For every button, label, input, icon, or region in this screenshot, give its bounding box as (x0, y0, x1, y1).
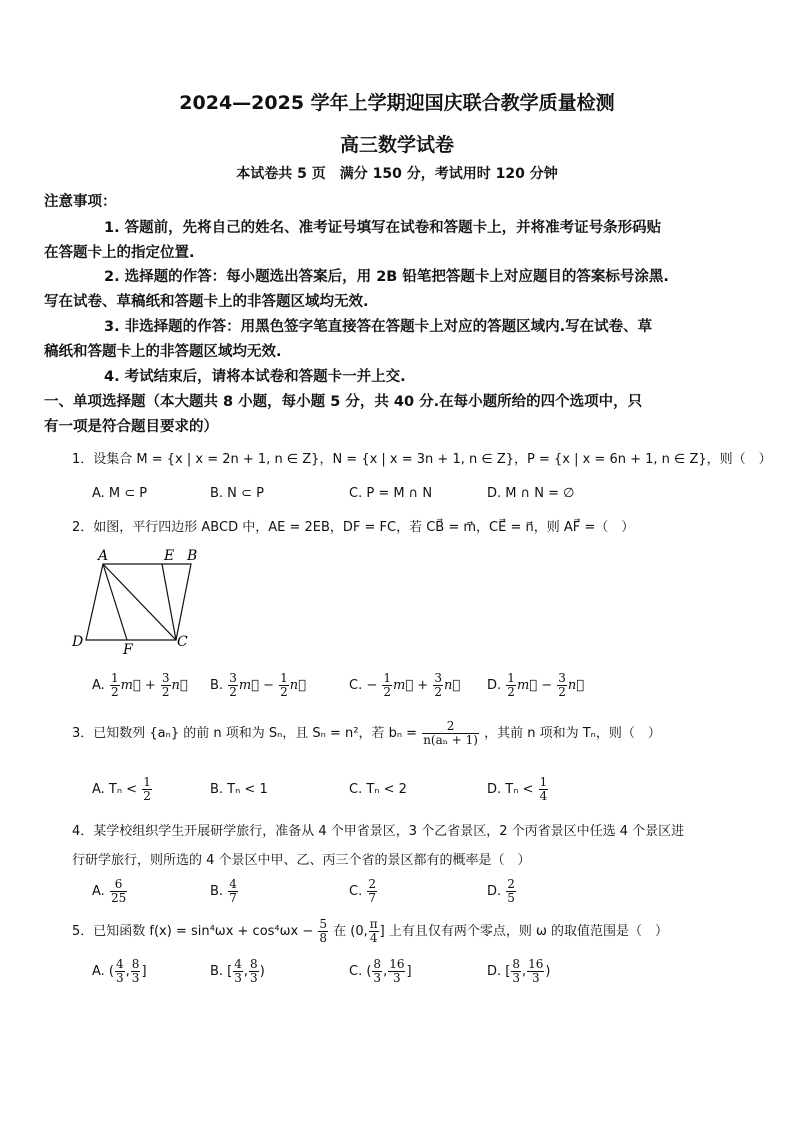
numerator: 4 (229, 877, 237, 891)
parallelogram-figure (68, 546, 200, 656)
denominator: 3 (531, 971, 540, 985)
q4-option-b (210, 878, 239, 905)
denominator: 2 (110, 685, 119, 699)
q5-a-frac-1 (115, 958, 125, 985)
q3-d-pre: D. Tₙ < (487, 782, 534, 797)
numerator: 5 (319, 917, 328, 931)
notice-item-3-line-1: 3. 非选择题的作答：用黑色签字笔直接答在答题卡上对应的答题区域内.写在试卷、草 (104, 319, 653, 335)
q5-d-end: ) (545, 964, 551, 979)
denominator: 2 (229, 685, 237, 699)
q5-d-pre: D. [ (487, 964, 511, 979)
q2-a-prefix: A. (92, 678, 105, 693)
exam-title: 2024—2025 学年上学期迎国庆联合教学质量检测 (179, 92, 615, 114)
denominator: 3 (250, 971, 258, 985)
numerator: 16 (528, 957, 544, 971)
q5-b-end: ) (259, 964, 265, 979)
q1-stem: 1．设集合 M = {x | x = 2n + 1, n ∈ Z}，N = {x | x = 3n + 1, n ∈ Z}，P = {x | x = 6n + 1, n ∈ Z}，则（ ） (72, 452, 772, 467)
notice-item-2-line-1: 2. 选择题的作答：每小题选出答案后，用 2B 铅笔把答题卡上对应题目的答案标号涂黑. (104, 269, 669, 285)
numerator: 3 (434, 671, 442, 685)
q3-option-c: C. Tₙ < 2 (349, 782, 407, 797)
notice-item-1-line-2: 在答题卡上的指定位置. (44, 245, 195, 261)
segment-ae-ec (103, 564, 176, 640)
q2-c-end: n⃗ (443, 678, 461, 693)
numerator: 1 (539, 775, 548, 789)
q5-option-a: A. ( $\frac{4}{3}$ , $\frac{8}{3}$ ] (92, 957, 147, 985)
denominator: 4 (539, 789, 548, 803)
denominator: 2 (143, 789, 151, 803)
q2-option-a (92, 672, 188, 699)
q5-a-pre: A. ( (92, 964, 115, 979)
q5-stem-frac-2 (369, 918, 379, 945)
q5-c-frac-2 (388, 958, 405, 985)
exam-info: 本试卷共 5 页 满分 150 分，考试用时 120 分钟 (236, 166, 558, 182)
q5-a-end: ] (141, 964, 147, 979)
denominator: 2 (507, 685, 515, 699)
q1-option-b: B. N ⊂ P (210, 486, 264, 501)
q5-stem-frac-1 (318, 918, 328, 945)
q4-d-frac (506, 878, 516, 905)
q5-option-d: D. [ $\frac{8}{3}$ , $\frac{16}{3}$ ) (487, 957, 551, 985)
numerator: 3 (558, 671, 566, 685)
q2-c-mid: m⃗ + (393, 678, 429, 693)
q5-c-pre: C. ( (349, 964, 372, 979)
numerator: 1 (383, 671, 392, 685)
denominator: 2 (434, 685, 442, 699)
denominator: 5 (507, 891, 515, 905)
q4-b-frac (228, 878, 238, 905)
denominator: 2 (558, 685, 566, 699)
denominator: 2 (161, 685, 170, 699)
numerator: 8 (373, 957, 382, 971)
q1-option-c: C. P = M ∩ N (349, 486, 433, 501)
label-c: C (177, 634, 188, 650)
q5-d-frac-1 (511, 958, 521, 985)
numerator: 3 (161, 671, 170, 685)
section-1-heading-line-2: 有一项是符合题目要求的） (44, 419, 218, 435)
denominator: 4 (369, 931, 378, 945)
q3-stem-frac (422, 720, 479, 747)
denominator: 2 (280, 685, 288, 699)
q2-a-frac-2 (161, 672, 171, 699)
label-f: F (123, 642, 133, 656)
numerator: 6 (110, 878, 127, 892)
notice-item-4-line-1: 4. 考试结束后，请将本试卷和答题卡一并上交. (104, 369, 406, 385)
q5-stem-mid: 在 (0, (333, 924, 368, 939)
denominator: 3 (116, 971, 124, 985)
q3-stem-pre: 3．已知数列 {aₙ} 的前 n 项和为 Sₙ，且 Sₙ = n²，若 bₙ = (72, 726, 418, 741)
label-b: B (187, 548, 198, 564)
q2-b-frac-2 (279, 672, 289, 699)
q1-option-d: D. M ∩ N = ∅ (487, 486, 575, 501)
numerator: 2 (422, 720, 479, 734)
label-e: E (164, 548, 175, 564)
q2-option-c (349, 672, 460, 699)
label-a: A (98, 548, 109, 564)
numerator: π (369, 917, 378, 931)
denominator: 8 (319, 931, 328, 945)
numerator: 8 (250, 957, 258, 971)
numerator: 4 (234, 957, 242, 971)
q3-option-b: B. Tₙ < 1 (210, 782, 268, 797)
q5-stem (72, 918, 668, 945)
q2-b-prefix: B. (210, 678, 224, 693)
denominator: 3 (393, 971, 401, 985)
q5-b-pre: B. [ (210, 964, 233, 979)
q3-option-a (92, 776, 153, 803)
notice-item-2-line-2: 写在试卷、草稿纸和答题卡上的非答题区域均无效. (44, 294, 369, 310)
segment-ec (162, 564, 176, 640)
q5-option-b: B. [ $\frac{4}{3}$ , $\frac{8}{3}$ ) (210, 957, 265, 985)
denominator: 25 (110, 891, 127, 905)
parallelogram-abcd (86, 564, 191, 640)
q5-c-frac-1 (372, 958, 382, 985)
q2-d-mid: m⃗ − (516, 678, 553, 693)
denominator: 3 (234, 971, 242, 985)
q2-d-prefix: D. (487, 678, 502, 693)
denominator: 7 (229, 891, 237, 905)
section-1-heading-line-1: 一、单项选择题（本大题共 8 小题，每小题 5 分，共 40 分.在每小题所给的四个选项中，只 (44, 394, 643, 410)
q2-b-frac-1 (228, 672, 238, 699)
q5-c-end: ] (406, 964, 412, 979)
q4-option-d (487, 878, 517, 905)
q5-option-c: C. ( $\frac{8}{3}$ , $\frac{16}{3}$ ] (349, 957, 412, 985)
denominator: 3 (373, 971, 382, 985)
q5-d-frac-2 (527, 958, 544, 985)
q2-c-frac-2 (433, 672, 443, 699)
notice-item-1-line-1: 1. 答题前，先将自己的姓名、准考证号填写在试卷和答题卡上，并将准考证号条形码贴 (104, 220, 662, 236)
denominator: 2 (383, 685, 392, 699)
numerator: 2 (368, 877, 376, 891)
q3-a-frac (142, 776, 152, 803)
q2-a-frac-1 (110, 672, 120, 699)
q4-stem-line-2: 行研学旅行，则所选的 4 个景区中甲、乙、丙三个省的景区都有的概率是（ ） (72, 853, 531, 868)
q3-a-pre: A. Tₙ < (92, 782, 138, 797)
numerator: 1 (507, 671, 515, 685)
q3-d-frac (539, 776, 549, 803)
q2-d-end: n⃗ (567, 678, 585, 693)
numerator: 8 (512, 957, 520, 971)
q2-a-end: n⃗ (171, 678, 188, 693)
numerator: 3 (229, 671, 237, 685)
q2-stem: 2．如图，平行四边形 ABCD 中，AE = 2EB，DF = FC，若 CB⃗ = m⃗，CE⃗ = n⃗，则 AF⃗ =（ ） (72, 520, 635, 535)
q2-b-end: n⃗ (289, 678, 306, 693)
q2-option-b (210, 672, 306, 699)
denominator: 7 (368, 891, 376, 905)
numerator: 2 (507, 877, 515, 891)
q2-c-frac-1 (382, 672, 392, 699)
q1-option-a: A. M ⊂ P (92, 486, 148, 501)
notice-heading: 注意事项： (44, 194, 117, 210)
q2-c-prefix: C. − (349, 678, 378, 693)
q2-option-d (487, 672, 584, 699)
denominator: 3 (131, 971, 140, 985)
notice-item-3-line-2: 稿纸和答题卡上的非答题区域均无效. (44, 344, 282, 360)
q5-b-frac-1 (233, 958, 243, 985)
q5-stem-post: ] 上有且仅有两个零点，则 ω 的取值范围是（ ） (379, 924, 669, 939)
q4-d-pre: D. (487, 884, 502, 899)
q4-a-pre: A. (92, 884, 105, 899)
q4-option-a (92, 878, 128, 905)
q4-stem-line-1: 4．某学校组织学生开展研学旅行，准备从 4 个甲省景区，3 个乙省景区，2 个丙省景区中任选 4 个景区进 (72, 824, 685, 839)
numerator: 1 (110, 671, 119, 685)
exam-subtitle: 高三数学试卷 (339, 134, 454, 156)
numerator: 8 (131, 957, 140, 971)
q2-d-frac-1 (506, 672, 516, 699)
q4-b-pre: B. (210, 884, 224, 899)
q3-option-d (487, 776, 549, 803)
q2-b-mid: m⃗ − (238, 678, 274, 693)
numerator: 4 (116, 957, 124, 971)
q2-a-mid: m⃗ + (120, 678, 156, 693)
numerator: 16 (389, 957, 405, 971)
segment-af (103, 564, 127, 640)
denominator: 3 (512, 971, 520, 985)
q4-c-pre: C. (349, 884, 363, 899)
q5-stem-pre: 5．已知函数 f(x) = sin⁴ωx + cos⁴ωx − (72, 924, 314, 939)
q3-stem-post: ，其前 n 项和为 Tₙ，则（ ） (484, 726, 661, 741)
q2-d-frac-2 (557, 672, 567, 699)
denominator: n(aₙ + 1) (423, 733, 478, 747)
q4-c-frac (367, 878, 377, 905)
q4-option-c (349, 878, 378, 905)
numerator: 1 (143, 775, 151, 789)
q4-a-frac (110, 878, 127, 905)
q3-stem (72, 720, 661, 747)
numerator: 1 (280, 671, 288, 685)
q5-a-frac-2 (131, 958, 141, 985)
q5-b-frac-2 (249, 958, 259, 985)
label-d: D (72, 634, 84, 650)
